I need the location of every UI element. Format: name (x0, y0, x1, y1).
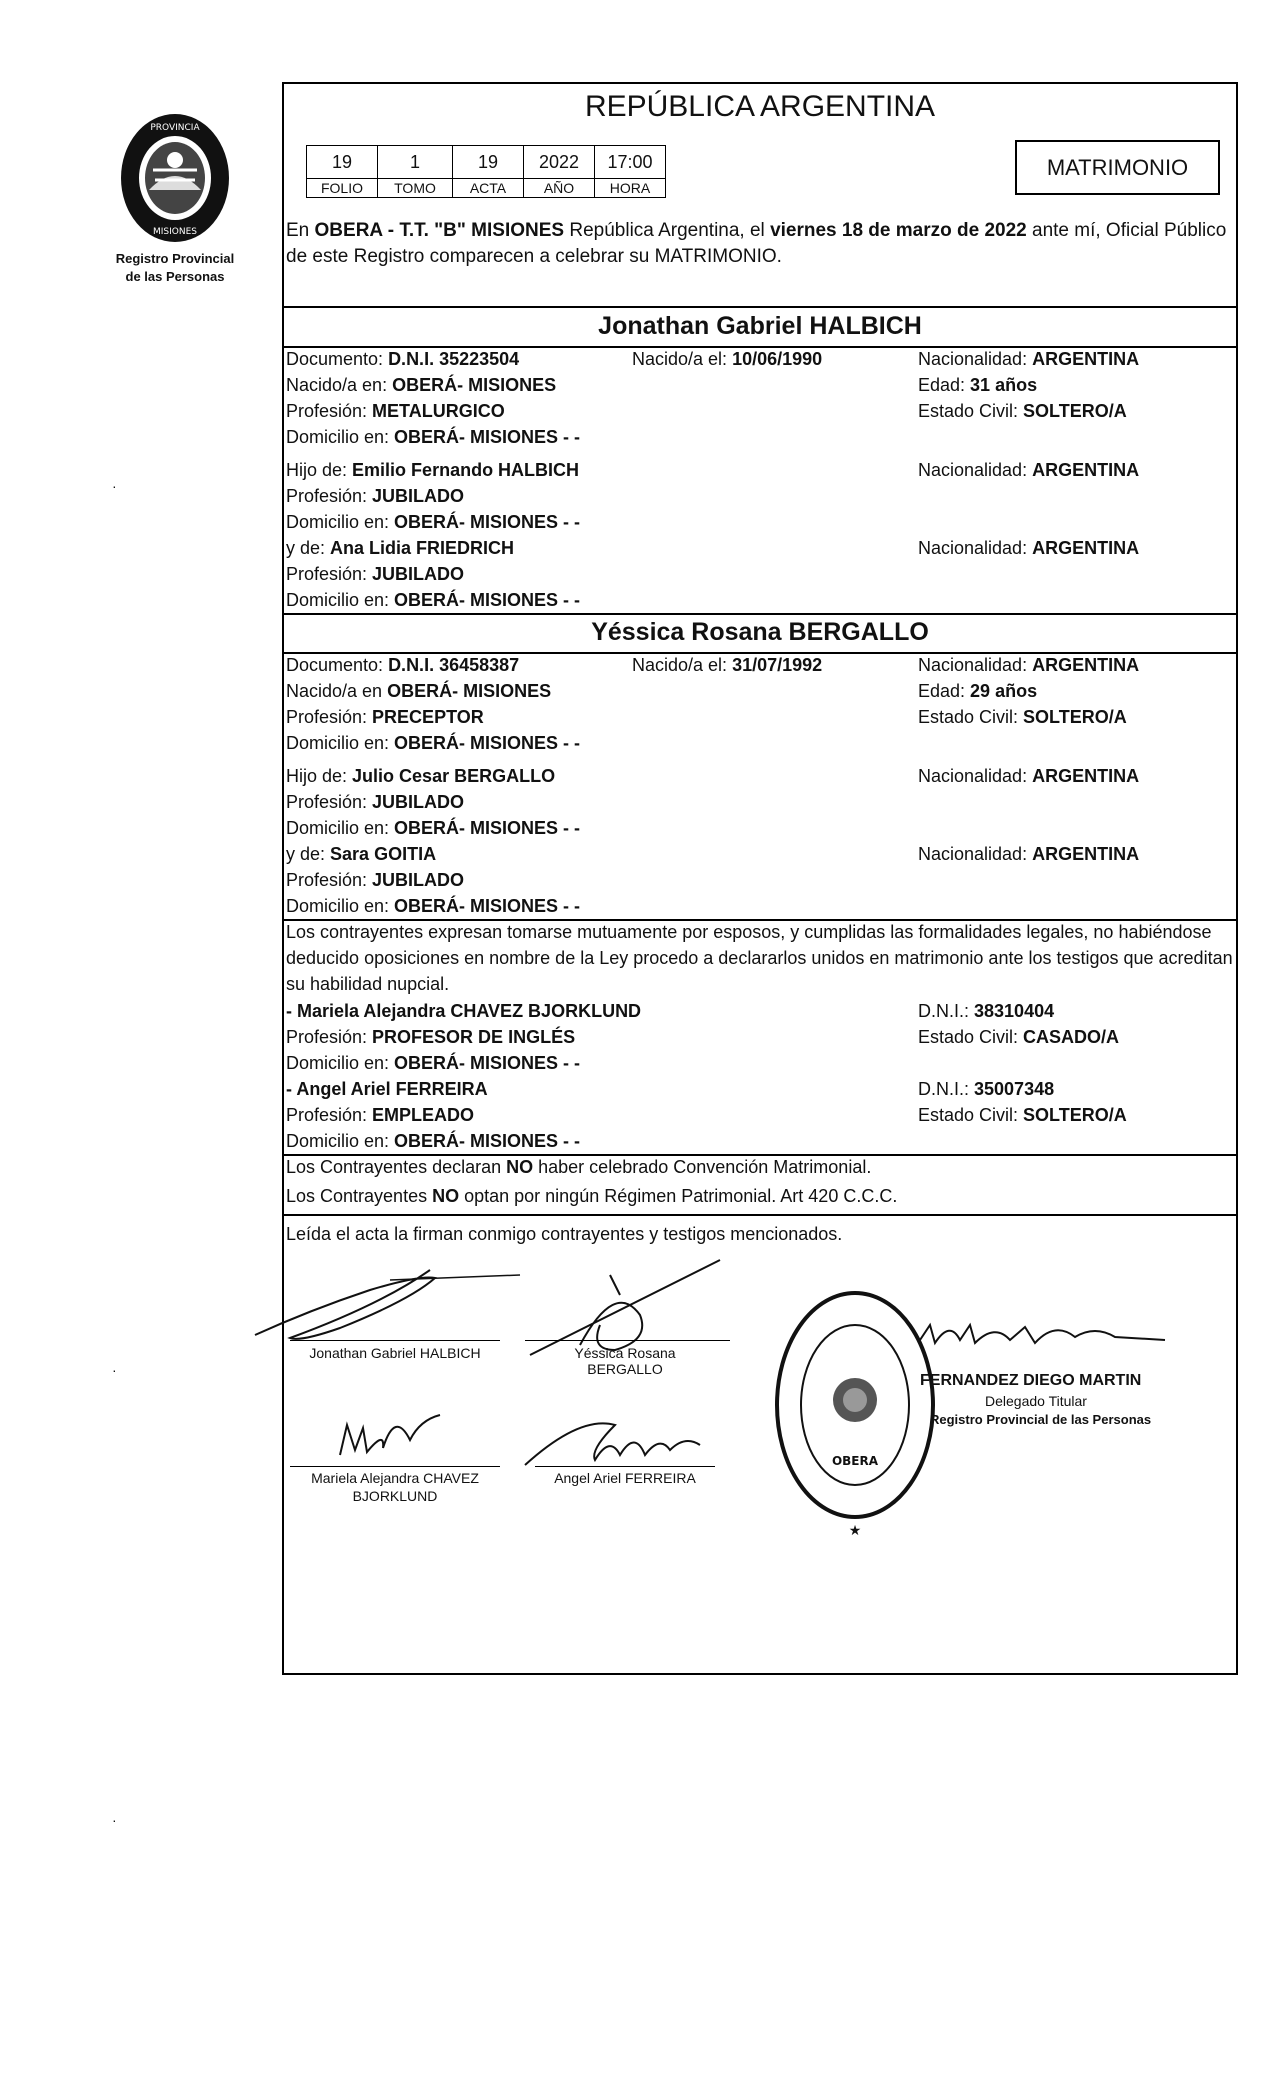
witness2-civil-status: Estado Civil: SOLTERO/A (918, 1105, 1127, 1125)
spouse1-father-profession: Profesión: JUBILADO (286, 486, 465, 506)
acta-label: ACTA (453, 179, 524, 198)
spouse2-age: Edad: 29 años (918, 681, 1038, 701)
spouse1-document: Documento: D.N.I. 35223504 (286, 349, 520, 369)
official-handwritten-signature-icon (915, 1315, 1175, 1355)
spouse1-signature-icon (250, 1250, 550, 1350)
spouse2-father-profession: Profesión: JUBILADO (286, 792, 465, 812)
tomo-label: TOMO (378, 179, 453, 198)
provincia-misiones-emblem (115, 110, 235, 248)
spouse2-signature-label-line1: Yéssica Rosana (574, 1345, 676, 1361)
svg-text:OBERA: OBERA (831, 1454, 879, 1468)
signature-line (525, 1340, 730, 1341)
spouse2-address: Domicilio en: OBERÁ- MISIONES - - (286, 733, 581, 753)
spouse1-father-nationality: Nacionalidad: ARGENTINA (918, 460, 1140, 480)
divider (282, 346, 1238, 348)
official-office: Registro Provincial de las Personas (930, 1412, 1152, 1427)
date: viernes 18 de marzo de 2022 (770, 220, 1027, 241)
spouse1-birthplace: Nacido/a en: OBERÁ- MISIONES (286, 375, 557, 395)
svg-text:★: ★ (848, 1523, 862, 1539)
hora-value: 17:00 (595, 146, 666, 179)
margin-mark: · (112, 1812, 117, 1828)
witness1-name: - Mariela Alejandra CHAVEZ BJORKLUND (286, 1001, 642, 1021)
divider (282, 613, 1238, 615)
declaration-paragraph: Los contrayentes expresan tomarse mutuamente por esposos, y cumplidas las formalidades legales, no habiéndose deducido oposiciones en nombre de la Ley procedo a declararlos unidos en matrimonio ante los testigos que acreditan su habilidad nupcial. (286, 922, 1233, 994)
ano-label: AÑO (524, 179, 595, 198)
witness2-signature-icon (520, 1405, 720, 1475)
margin-mark: · (112, 478, 117, 494)
official-name: FERNANDEZ DIEGO MARTIN (920, 1372, 1142, 1389)
divider (282, 652, 1238, 654)
convention-statement: Los Contrayentes declaran NO haber celebrado Convención Matrimonial. (286, 1157, 872, 1177)
signature-line (535, 1466, 715, 1467)
witness1-signature-label-line2: BJORKLUND (352, 1488, 438, 1504)
registry-table (306, 145, 666, 198)
tomo-value: 1 (378, 146, 453, 179)
divider (282, 306, 1238, 308)
spouse1-profession: Profesión: METALURGICO (286, 401, 505, 421)
hora-label: HORA (595, 179, 666, 198)
spouse1-father-address: Domicilio en: OBERÁ- MISIONES - - (286, 512, 581, 532)
spouse2-father: Hijo de: Julio Cesar BERGALLO (286, 766, 556, 786)
witness1-profession: Profesión: PROFESOR DE INGLÉS (286, 1027, 576, 1047)
spouse1-mother: y de: Ana Lidia FRIEDRICH (286, 538, 515, 558)
spouse2-mother-address: Domicilio en: OBERÁ- MISIONES - - (286, 896, 581, 916)
spouse2-father-nationality: Nacionalidad: ARGENTINA (918, 766, 1140, 786)
certificate-type-badge: MATRIMONIO (1015, 140, 1220, 195)
spouse2-profession: Profesión: PRECEPTOR (286, 707, 484, 727)
spouse1-mother-profession: Profesión: JUBILADO (286, 564, 465, 584)
intro-paragraph: En OBERA - T.T. "B" MISIONES República Argentina, el viernes 18 de marzo de 2022 ante mí, Oficial Público de este Registro comparecen a celebrar su MATRIMONIO. (286, 220, 1227, 267)
spouse2-civil-status: Estado Civil: SOLTERO/A (918, 707, 1127, 727)
spouse1-nationality: Nacionalidad: ARGENTINA (918, 349, 1140, 369)
spouse2-mother: y de: Sara GOITIA (286, 844, 437, 864)
signature-line (290, 1466, 500, 1467)
witness1-dni: D.N.I.: 38310404 (918, 1001, 1055, 1021)
witness1-address: Domicilio en: OBERÁ- MISIONES - - (286, 1053, 581, 1073)
witness2-profession: Profesión: EMPLEADO (286, 1105, 475, 1125)
spouse1-name: Jonathan Gabriel HALBICH (598, 312, 922, 340)
spouse2-name: Yéssica Rosana BERGALLO (591, 618, 929, 646)
witness1-civil-status: Estado Civil: CASADO/A (918, 1027, 1120, 1047)
spouse2-mother-profession: Profesión: JUBILADO (286, 870, 465, 890)
witness1-signature-icon (325, 1400, 465, 1470)
spouse1-civil-status: Estado Civil: SOLTERO/A (918, 401, 1127, 421)
spouse1-signature-label: Jonathan Gabriel HALBICH (309, 1345, 481, 1361)
spouse2-birthdate: Nacido/a el: 31/07/1992 (632, 655, 823, 675)
official-role: Delegado Titular (985, 1393, 1087, 1409)
spouse2-document: Documento: D.N.I. 36458387 (286, 655, 520, 675)
ano-value: 2022 (524, 146, 595, 179)
spouse1-mother-address: Domicilio en: OBERÁ- MISIONES - - (286, 590, 581, 610)
page-title: REPÚBLICA ARGENTINA (584, 90, 936, 123)
spouse1-father: Hijo de: Emilio Fernando HALBICH (286, 460, 580, 480)
logo-caption-line2: de las Personas (125, 269, 225, 284)
witness2-dni: D.N.I.: 35007348 (918, 1079, 1055, 1099)
logo-caption-line1: Registro Provincial (115, 251, 235, 266)
divider (282, 1214, 1238, 1216)
spouse1-age: Edad: 31 años (918, 375, 1038, 395)
witness2-signature-label: Angel Ariel FERREIRA (554, 1470, 696, 1486)
folio-value: 19 (307, 146, 378, 179)
acta-value: 19 (453, 146, 524, 179)
folio-label: FOLIO (307, 179, 378, 198)
spouse1-birthdate: Nacido/a el: 10/06/1990 (632, 349, 823, 369)
svg-text:MISIONES: MISIONES (152, 227, 198, 237)
margin-mark: · (112, 1362, 117, 1378)
closing-statement: Leída el acta la firman conmigo contrayentes y testigos mencionados. (286, 1224, 843, 1244)
witness2-name: - Angel Ariel FERREIRA (286, 1079, 488, 1099)
signature-line (290, 1340, 500, 1341)
spouse1-address: Domicilio en: OBERÁ- MISIONES - - (286, 427, 581, 447)
spouse2-mother-nationality: Nacionalidad: ARGENTINA (918, 844, 1140, 864)
spouse2-father-address: Domicilio en: OBERÁ- MISIONES - - (286, 818, 581, 838)
svg-text:PROVINCIA: PROVINCIA (150, 123, 200, 133)
divider (282, 1154, 1238, 1156)
place: OBERA - T.T. "B" MISIONES (314, 220, 565, 241)
spouse2-nationality: Nacionalidad: ARGENTINA (918, 655, 1140, 675)
witness1-signature-label-line1: Mariela Alejandra CHAVEZ (311, 1470, 479, 1486)
registry-logo (105, 110, 245, 284)
witness2-address: Domicilio en: OBERÁ- MISIONES - - (286, 1131, 581, 1151)
regime-statement: Los Contrayentes NO optan por ningún Régimen Patrimonial. Art 420 C.C.C. (286, 1186, 898, 1206)
spouse2-birthplace: Nacido/a en OBERÁ- MISIONES (286, 681, 552, 701)
spouse2-signature-label-line2: BERGALLO (587, 1361, 663, 1377)
spouse1-mother-nationality: Nacionalidad: ARGENTINA (918, 538, 1140, 558)
